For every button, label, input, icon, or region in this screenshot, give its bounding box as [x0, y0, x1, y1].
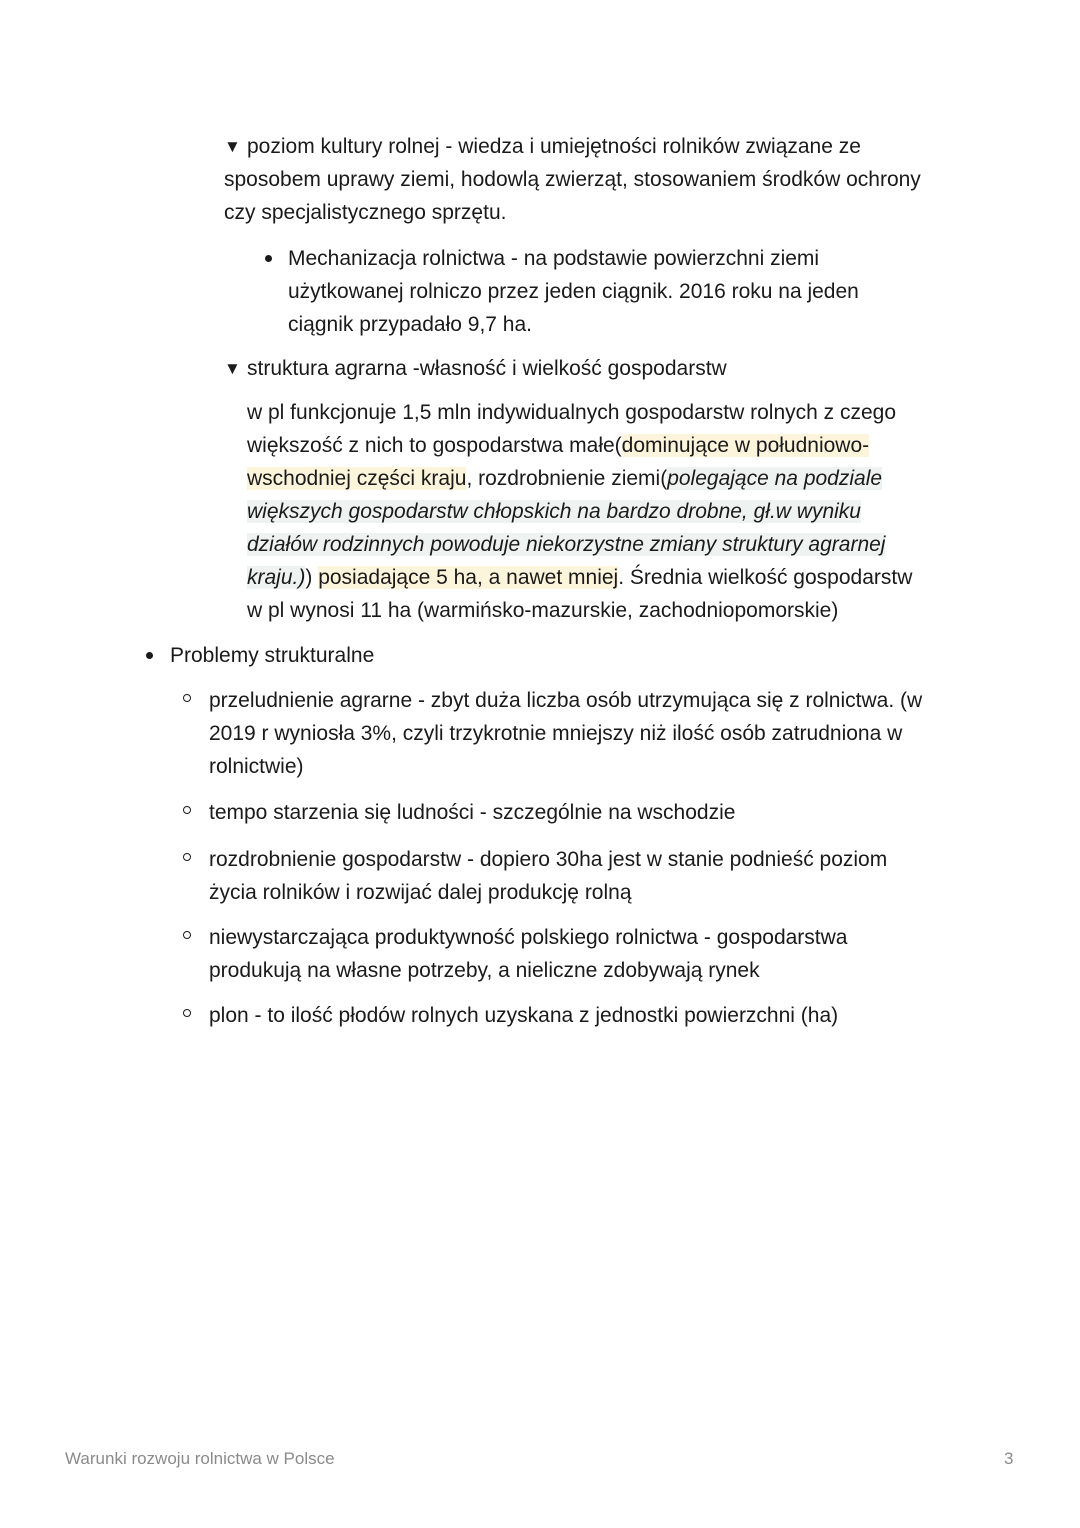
toggle-text: sposobem uprawy ziemi, hodowlą zwierząt, stosowaniem środków ochrony — [224, 168, 921, 191]
paragraph-line: w pl wynosi 11 ha (warmińsko-mazurskie, zachodniopomorskie) — [247, 599, 839, 622]
page-number: 3 — [1004, 1449, 1014, 1468]
toggle-text: czy specjalistycznego sprzętu. — [224, 201, 507, 224]
toggle-title: poziom kultury rolnej - wiedza i umiejętności rolników związane ze — [247, 135, 861, 158]
paragraph-line — [247, 561, 912, 594]
section-title: Problemy strukturalne — [170, 644, 375, 667]
footer-title: Warunki rozwoju rolnictwa w Polsce — [65, 1449, 335, 1468]
paragraph-line — [247, 462, 882, 495]
text: większość z nich to gospodarstwa małe( — [247, 434, 622, 457]
bullet-icon — [146, 652, 153, 659]
list-item: 2019 r wyniosła 3%, czyli trzykrotnie mniejszy niż ilość osób zatrudniona w — [209, 722, 903, 745]
toggle-arrow-icon[interactable]: ▼ — [224, 359, 241, 378]
circle-bullet-icon — [183, 694, 191, 702]
italic-highlight: większych gospodarstw chłopskich na bardzo drobne, gł.w wyniku — [247, 500, 861, 523]
list-item: Mechanizacja rolnictwa - na podstawie powierzchni ziemi — [288, 247, 820, 270]
circle-bullet-icon — [183, 806, 191, 814]
bullet-icon — [265, 255, 272, 262]
toggle-arrow-icon[interactable]: ▼ — [224, 137, 241, 156]
paragraph-line — [247, 429, 869, 462]
list-item: produkują na własne potrzeby, a nieliczne zdobywają rynek — [209, 959, 760, 982]
italic-highlight: działów rodzinnych powoduje niekorzystne zmiany struktury agrarnej — [247, 533, 886, 556]
text: , rozdrobnienie ziemi( — [466, 467, 668, 490]
list-item: użytkowanej rolniczo przez jeden ciągnik. 2016 roku na jeden — [288, 280, 859, 303]
circle-bullet-icon — [183, 931, 191, 939]
list-item: tempo starzenia się ludności - szczególnie na wschodzie — [209, 801, 736, 824]
list-item: niewystarczająca produktywność polskiego rolnictwa - gospodarstwa — [209, 926, 848, 949]
paragraph-line: w pl funkcjonuje 1,5 mln indywidualnych gospodarstw rolnych z czego — [247, 401, 897, 424]
list-item: przeludnienie agrarne - zbyt duża liczba osób utrzymująca się z rolnictwa. (w — [209, 689, 923, 712]
paragraph-line — [247, 495, 861, 528]
list-item: rozdrobnienie gospodarstw - dopiero 30ha jest w stanie podnieść poziom — [209, 848, 888, 871]
highlight: dominujące w południowo- — [621, 434, 870, 457]
toggle-title: struktura agrarna -własność i wielkość gospodarstw — [247, 357, 727, 380]
italic-highlight: polegające na podziale — [667, 467, 883, 490]
text: ) — [305, 566, 319, 589]
list-item: ciągnik przypadało 9,7 ha. — [288, 313, 532, 336]
list-item: rolnictwie) — [209, 755, 304, 778]
highlight: posiadające 5 ha, a nawet mniej — [318, 566, 619, 589]
circle-bullet-icon — [183, 853, 191, 861]
italic-highlight: kraju.) — [247, 566, 306, 589]
text: . Średnia wielkość gospodarstw — [618, 566, 913, 589]
list-item: plon - to ilość płodów rolnych uzyskana z jednostki powierzchni (ha) — [209, 1004, 839, 1027]
highlight: wschodniej części kraju — [247, 467, 467, 490]
list-item: życia rolników i rozwijać dalej produkcję rolną — [209, 881, 632, 904]
circle-bullet-icon — [183, 1009, 191, 1017]
paragraph-line — [247, 528, 885, 561]
